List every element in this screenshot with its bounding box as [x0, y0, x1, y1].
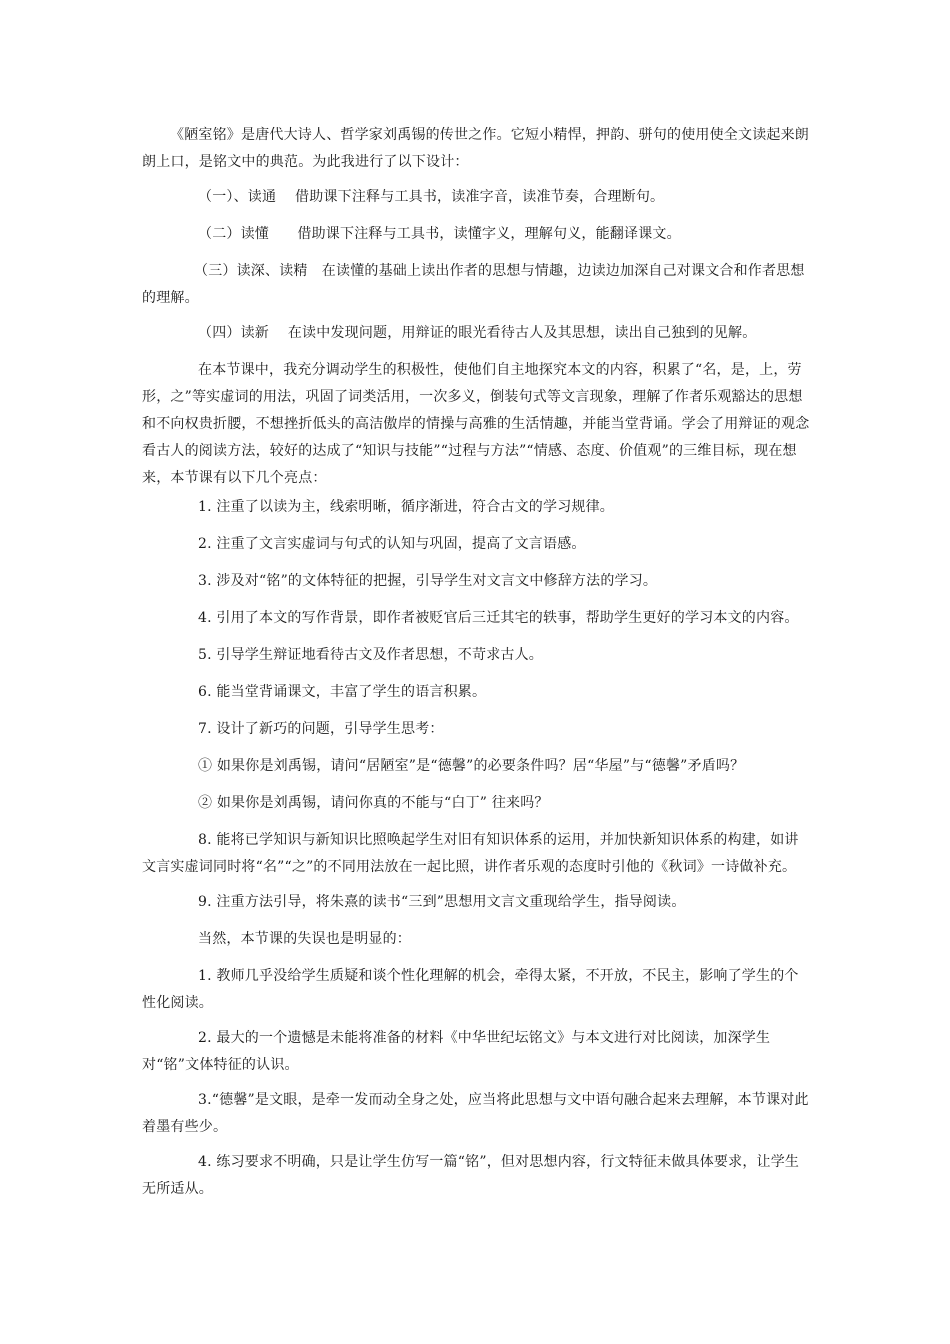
design-step-1: （一）、读通 借助课下注释与工具书，读准字音，读准节奏，合理断句。: [198, 189, 665, 205]
highlight-5: 5. 引导学生辩证地看待古文及作者思想，不苛求古人。: [198, 647, 544, 663]
highlight-7: 7. 设计了新巧的问题，引导学生思考：: [198, 721, 444, 737]
shortcoming-4: 4. 练习要求不明确，只是让学生仿写一篇“铭”，但对思想内容，行文特征未做具体要求，让学生无所适从。: [142, 1154, 800, 1197]
shortcomings-intro: 当然，本节课的失误也是明显的：: [198, 931, 411, 947]
highlight-9: 9. 注重方法引导，将朱熹的读书“三到”思想用文言文重现给学生，指导阅读。: [198, 894, 686, 910]
design-step-4: （四）读新 在读中发现问题，用辩证的眼光看待古人及其思想，读出自己独到的见解。: [198, 325, 757, 341]
design-step-2: （二）读懂 借助课下注释与工具书，读懂字义，理解句义，能翻译课文。: [198, 226, 681, 242]
summary-paragraph: 在本节课中，我充分调动学生的积极性，使他们自主地探究本文的内容，积累了“名，是，上，劳形，之”等实虚词的用法，巩固了词类活用，一次多义，倒装句式等文言现象，理解了作者乐观豁达的思想和不向权贵折腰，不想挫折低头的高洁傲岸的情操与高雅的生活情趣，并能当堂背诵。学会了用辩证的观念看古人的阅读方法，较好的达成了“知识与技能”“过程与方法”“情感、态度、价值观”的三维目标，现在想来，本节课有以下几个亮点：: [142, 362, 810, 486]
highlight-4: 4. 引用了本文的写作背景，即作者被贬官后三迁其宅的轶事，帮助学生更好的学习本文的内容。: [198, 610, 799, 626]
intro-paragraph: 《陋室铭》是唐代大诗人、哲学家刘禹锡的传世之作。它短小精悍，押韵、骈句的使用使全文读起来朗朗上口，是铭文中的典范。为此我进行了以下设计：: [142, 127, 809, 170]
highlight-8: 8. 能将已学知识与新知识比照唤起学生对旧有知识体系的运用，并加快新知识体系的构建，如讲文言实虚词同时将“名”“之”的不同用法放在一起比照，讲作者乐观的态度时引他的《秋词》一诗做补充。: [142, 832, 799, 875]
highlight-question-1: ① 如果你是刘禹锡，请问“居陋室”是“德馨”的必要条件吗？居“华屋”与“德馨”矛盾吗？: [198, 758, 745, 774]
highlight-1: 1. 注重了以读为主，线索明晰，循序渐进，符合古文的学习规律。: [198, 499, 615, 515]
highlight-6: 6. 能当堂背诵课文，丰富了学生的语言积累。: [198, 684, 487, 700]
shortcoming-3: 3.“德馨”是文眼，是牵一发而动全身之处，应当将此思想与文中语句融合起来去理解，本节课对此着墨有些少。: [142, 1092, 809, 1135]
design-step-3: （三）读深、读精 在读懂的基础上读出作者的思想与情趣，边读边加深自己对课文合和作者思想的理解。: [142, 263, 805, 306]
highlight-2: 2. 注重了文言实虚词与句式的认知与巩固，提高了文言语感。: [198, 536, 586, 552]
shortcoming-1: 1. 教师几乎没给学生质疑和谈个性化理解的机会，牵得太紧，不开放，不民主，影响了学生的个性化阅读。: [142, 968, 799, 1011]
shortcoming-2: 2. 最大的一个遗憾是未能将准备的材料《中华世纪坛铭文》与本文进行对比阅读，加深学生对“铭”文体特征的认识。: [142, 1030, 771, 1073]
highlight-question-2: ② 如果你是刘禹锡，请问你真的不能与“白丁” 往来吗？: [198, 795, 549, 811]
highlight-3: 3. 涉及对“铭”的文体特征的把握，引导学生对文言文中修辞方法的学习。: [198, 573, 658, 589]
